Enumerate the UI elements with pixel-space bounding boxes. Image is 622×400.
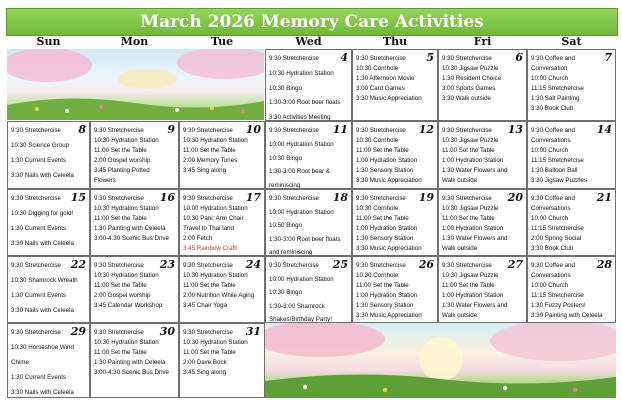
day-number: 23 <box>159 258 175 271</box>
activity-line: 1:30 Water Flowers and <box>442 167 508 174</box>
day-number: 25 <box>332 258 348 271</box>
day-number: 17 <box>245 191 261 204</box>
activity-line: Travel to Thai land <box>183 225 234 232</box>
activity-line: 10:30 Hydration Station <box>183 272 248 279</box>
activity-line: 9:30 Stretchercise <box>356 262 406 269</box>
activity-line: 11:00 Set the Table <box>442 282 495 289</box>
activity-line: 11:00 Set the Table <box>356 147 409 154</box>
activity-line: 11:15 Stretchercise <box>531 157 584 164</box>
day-cell <box>265 49 352 121</box>
activity-line: 10:30 Horseshoe Wind <box>11 344 74 351</box>
activity-line: 10:30 Cornhole <box>356 272 399 279</box>
activity-line: 10:30 Science Group <box>11 142 70 149</box>
activity-line: 3:30 Nails with Celeela <box>11 240 74 247</box>
day-cell <box>90 323 179 398</box>
activity-line: 1:00 Hydration Station <box>356 292 418 299</box>
day-number: 4 <box>340 51 348 64</box>
activity-line: 9:30 Stretchercise <box>183 195 233 202</box>
activity-line: 3:00 Sports Games <box>442 85 496 92</box>
weekday-header: Mon <box>120 35 149 48</box>
activity-line: and reminiscing <box>269 249 313 256</box>
activity-line: 10:30 Jigsaw Puzzle <box>442 272 499 279</box>
activity-line: 10:30 Hydration Station <box>183 137 248 144</box>
activity-line: 1:30 Sensory Station <box>356 167 414 174</box>
activity-line: 2:00 Gospel worship <box>94 157 151 164</box>
day-number: 21 <box>596 191 612 204</box>
day-cell <box>438 121 527 189</box>
day-cell <box>265 256 352 323</box>
day-cell <box>527 189 616 256</box>
activity-line: 1:30 Current Events <box>11 374 67 381</box>
day-cell <box>179 256 265 323</box>
activity-line: 1:00 Hydration Station <box>442 225 504 232</box>
activity-line: 11:00 Set the Table <box>442 215 495 222</box>
activity-line: 9:30 Stretchercise <box>11 127 61 134</box>
activity-line: 1:00 Hydration Station <box>356 225 418 232</box>
activity-line: 11:00 Set the Table <box>94 349 147 356</box>
activity-line: 11:00 Set the Table <box>356 215 409 222</box>
activity-line: 9:30 Stretchercise <box>442 127 492 134</box>
activity-line: 9:30 Stretchercise <box>269 195 319 202</box>
activity-line: reminiscing <box>269 182 301 189</box>
day-cell <box>179 189 265 256</box>
activity-line: 1:30 Sensory Station <box>356 302 414 309</box>
day-number: 6 <box>515 51 523 64</box>
activity-line: 9:30 Stretchercise <box>269 262 319 269</box>
activity-line: 9:30 Stretchercise <box>11 195 61 202</box>
activity-line: Conversations <box>531 272 571 279</box>
activity-line: 10:00 Hydration Station <box>269 208 334 216</box>
activity-line: 10:30 Hydration Station <box>183 339 248 346</box>
activity-line: 1:30 Current Events <box>11 225 67 232</box>
activity-line: 2:00 Gospel worship <box>94 292 151 299</box>
activity-line: 1:00 Hydration Station <box>442 157 504 164</box>
weekday-header: Sat <box>561 35 582 48</box>
activity-line: Walk outside <box>442 245 478 252</box>
calendar-title: March 2026 Memory Care Activities <box>6 8 618 36</box>
activity-line: 10:00 Church <box>531 282 569 289</box>
activity-line: 10:30 Cornhole <box>356 205 399 212</box>
day-cell <box>438 189 527 256</box>
day-cell <box>527 256 616 323</box>
activity-line: 9:30 Stretchercise <box>442 262 492 269</box>
activity-line: 3:30 Music Appreciation <box>356 245 422 252</box>
activity-line: 2:00 Dave Bock <box>183 359 227 366</box>
activity-line: 9:30 Stretchercise <box>356 195 406 202</box>
activity-line: 10:30 Jigsaw Puzzle <box>442 65 499 72</box>
day-cell <box>90 256 179 323</box>
day-cell <box>7 189 90 256</box>
activity-line: 3:30 Jigsaw Puzzles <box>531 177 588 184</box>
day-number: 22 <box>70 258 86 271</box>
activity-line: 10:30 Hydration Station <box>94 272 159 279</box>
day-number: 13 <box>507 123 523 136</box>
activity-line: 2:00 Fetch <box>183 235 213 242</box>
spring-blossom-photo-top <box>7 49 264 120</box>
activity-line: 9:30 Stretchercise <box>269 55 319 62</box>
activity-line: 3:30 Music Appreciation <box>356 312 422 319</box>
activity-line: 9:30 Stretchercise <box>183 127 233 134</box>
activity-line: 10:30 Hydration Station <box>94 339 159 346</box>
day-number: 11 <box>332 123 348 136</box>
activity-line: 10:00 Hydration Station <box>269 140 334 148</box>
activity-line: 9:30 Coffee and <box>531 262 575 269</box>
day-number: 12 <box>418 123 434 136</box>
day-number: 7 <box>604 51 612 64</box>
activity-line: 10:30 Bingo <box>269 154 303 162</box>
activity-line: 3:30 Book Club <box>531 105 574 112</box>
day-cell <box>352 189 438 256</box>
activity-line: 10:30 Hydration Station <box>94 137 159 144</box>
activity-line: 3:45 Planting Potted <box>94 167 150 174</box>
activity-line: 3:00-4:30 Scenic Bus Drive <box>94 235 169 242</box>
activity-line: 9:30 Stretchercise <box>11 262 61 269</box>
activity-line: 11:00 Set the Table <box>94 282 147 289</box>
day-cell <box>265 189 352 256</box>
activity-line: 10:50 Bingo <box>269 222 303 229</box>
activity-line: 3:30 Activities Meeting <box>269 114 331 121</box>
activity-line: 11:15 Stretchercise <box>531 225 584 232</box>
activity-line: Walk outside <box>442 312 478 319</box>
day-cell <box>7 121 90 189</box>
activity-line: 9:30 Stretchercise <box>183 262 233 269</box>
weekday-header: Fri <box>473 35 492 48</box>
day-number: 20 <box>507 191 523 204</box>
day-cell <box>90 121 179 189</box>
activity-line: 9:30 Stretchercise <box>269 127 319 134</box>
day-cell <box>352 49 438 121</box>
activity-line: 3:30 Book Club <box>531 245 574 252</box>
day-cell <box>438 49 527 121</box>
activity-line: 3:30 Walk outside <box>442 95 491 102</box>
activity-line: 9:30 Coffee and <box>531 55 575 62</box>
activity-line: Conversations <box>531 205 571 212</box>
activity-line: 1:30 Afternoon Movie <box>356 75 415 82</box>
activity-line: 11:00 Set the Table <box>183 147 236 154</box>
activity-line: 9:30 Coffee and <box>531 195 575 202</box>
day-cell <box>179 121 265 189</box>
activity-line: 1:30 Fuzzy Posters! <box>531 302 586 309</box>
activity-line: 9:30 Stretchercise <box>442 195 492 202</box>
activity-line: 9:30 Stretchercise <box>183 329 233 336</box>
activity-line: 9:30 Stretchercise <box>356 55 406 62</box>
activity-line: 10:00 Church <box>531 215 569 222</box>
activity-line: 1:30 Current Events <box>11 157 67 164</box>
activity-line: 1:30 Water Flowers and <box>442 235 508 242</box>
weekday-header: Tue <box>210 35 234 48</box>
activity-line: 3:45 Rainbow Craft! <box>183 245 238 252</box>
activity-line: 3:45 Sing along <box>183 369 227 376</box>
activity-line: Walk outside <box>442 177 478 184</box>
activity-line: 1:30-3:00 Shamrock <box>269 302 325 310</box>
activity-line: 11:00 Set the Table <box>183 349 236 356</box>
activity-line: 9:30 Stretchercise <box>94 127 144 134</box>
activity-line: 3:45 Calendar Workshop <box>94 302 163 309</box>
activity-line: 2:00 Memory Tones <box>183 157 238 164</box>
activity-line: 3:45 Chair Yoga <box>183 302 228 309</box>
activity-line: 1:30 Resident Choice <box>442 75 502 82</box>
activity-line: 3:45 Sing along <box>183 167 227 174</box>
activity-line: 10:30 Cornhole <box>356 137 399 144</box>
activity-line: 2:00 Nutrition While Aging <box>183 292 255 299</box>
activity-line: 10:30 Jigsaw Puzzle <box>442 205 499 212</box>
activity-line: 11:15 Stretchercise <box>531 85 584 92</box>
activity-line: 1:30 Balloon Ball <box>531 167 578 174</box>
day-cell <box>352 121 438 189</box>
activity-line: 10:30 Jigsaw Puzzle <box>442 137 499 144</box>
activity-line: 10:00 Church <box>531 75 569 82</box>
activity-line: 9:30 Coffee and <box>531 127 575 134</box>
day-cell <box>527 121 616 189</box>
activity-line: 1:00 Hydration Station <box>442 292 504 299</box>
activity-line: 9:30 Stretchercise <box>94 262 144 269</box>
activity-line: 3:00 Card Games <box>356 85 405 92</box>
activity-line: 1:30-3:00 Root beer floats <box>269 99 341 107</box>
activity-line: Chime <box>11 359 29 366</box>
activity-line: 1:30-3:00 Root bear & <box>269 168 330 176</box>
activity-line: 1:30 Water Flowers and <box>442 302 508 309</box>
activity-line: 9:30 Stretchercise <box>94 195 144 202</box>
activity-line: Shakes/Birthday Party! <box>269 316 332 323</box>
activity-line: 1:30 Salt Painting <box>531 95 580 102</box>
day-number: 28 <box>596 258 612 271</box>
day-number: 27 <box>507 258 523 271</box>
day-number: 14 <box>596 123 612 136</box>
day-cell <box>352 256 438 323</box>
activity-line: 1:30-3:00 Root beer floats <box>269 235 341 243</box>
activity-line: Conversation <box>531 65 568 72</box>
activity-line: 11:00 Set the Table <box>442 147 495 154</box>
day-cell <box>179 323 265 398</box>
day-number: 19 <box>418 191 434 204</box>
day-number: 24 <box>245 258 261 271</box>
activity-line: 11:00 Set the Table <box>356 282 409 289</box>
activity-line: 9:30 Stretchercise <box>356 127 406 134</box>
day-cell <box>265 121 352 189</box>
day-number: 10 <box>245 123 261 136</box>
day-number: 29 <box>70 325 86 338</box>
activity-line: 10:00 Hydration Station <box>269 275 334 283</box>
activity-line: Flowers <box>94 177 116 184</box>
day-number: 8 <box>78 123 86 136</box>
activity-line: 11:00 Set the Table <box>183 282 236 289</box>
day-number: 9 <box>167 123 175 136</box>
activity-line: 10:30 Hydration Station <box>94 205 159 212</box>
activity-line: 10:30 Pani: Arm Chair <box>183 215 244 222</box>
weekday-header: Thu <box>382 35 408 48</box>
activity-line: 3:30 Music Appreciation <box>356 177 422 184</box>
activity-line: 3:30 Nails with Celeela <box>11 389 74 396</box>
activity-line: 1:30 Painting with Celeela <box>94 359 166 366</box>
activity-line: 10:30 Bingo <box>269 84 303 92</box>
activity-line: 1:00 Hydration Station <box>356 157 418 164</box>
activity-line: 2:00 Spring Social <box>531 235 582 242</box>
day-number: 31 <box>245 325 261 338</box>
activity-line: 10:30 Bingo <box>269 289 303 296</box>
activity-line: 1:30 Painting with Celeela <box>94 225 166 232</box>
activity-line: 10:00 Church <box>531 147 569 154</box>
activity-line: 10:30 Digging for gold! <box>11 210 74 217</box>
day-cell <box>90 189 179 256</box>
activity-line: 3:00-4:30 Scenic Bus Drive <box>94 369 169 376</box>
activity-line: 9:30 Stretchercise <box>11 329 61 336</box>
day-number: 5 <box>426 51 434 64</box>
activity-line: 10:30 Hydration Station <box>269 69 334 77</box>
activity-line: 3:30 Nails with Celeela <box>11 307 74 314</box>
day-number: 30 <box>159 325 175 338</box>
day-cell <box>7 323 90 398</box>
activity-line: 3:30 Painting with Celeela <box>531 312 603 319</box>
day-cell <box>527 49 616 121</box>
weekday-header: Wed <box>295 35 322 48</box>
day-number: 26 <box>418 258 434 271</box>
activity-line: 11:00 Set the Table <box>94 147 147 154</box>
activity-line: 1:30 Sensory Station <box>356 235 414 242</box>
activity-line: 3:30 Nails with Celeela <box>11 172 74 179</box>
day-number: 16 <box>159 191 175 204</box>
activity-line: 11:15 Stretchercise <box>531 292 584 299</box>
day-number: 15 <box>70 191 86 204</box>
day-cell <box>438 256 527 323</box>
activity-line: 1:30 Current Events <box>11 292 67 299</box>
activity-line: 9:30 Stretchercise <box>94 329 144 336</box>
activity-line: Conversations <box>531 137 571 144</box>
activity-line: 9:30 Stretchercise <box>442 55 492 62</box>
activity-line: 10:30 Shamrock Wreath <box>11 277 78 284</box>
activity-line: 11:00 Set the Table <box>94 215 147 222</box>
weekday-header: Sun <box>36 35 61 48</box>
day-cell <box>7 256 90 323</box>
activity-line: 10:00 Hydration Station <box>183 205 248 212</box>
day-number: 18 <box>332 191 348 204</box>
activity-line: 10:30 Cornhole <box>356 65 399 72</box>
spring-blossom-photo-bottom <box>265 323 616 398</box>
activity-line: 3:30 Music Appreciation <box>356 95 422 102</box>
